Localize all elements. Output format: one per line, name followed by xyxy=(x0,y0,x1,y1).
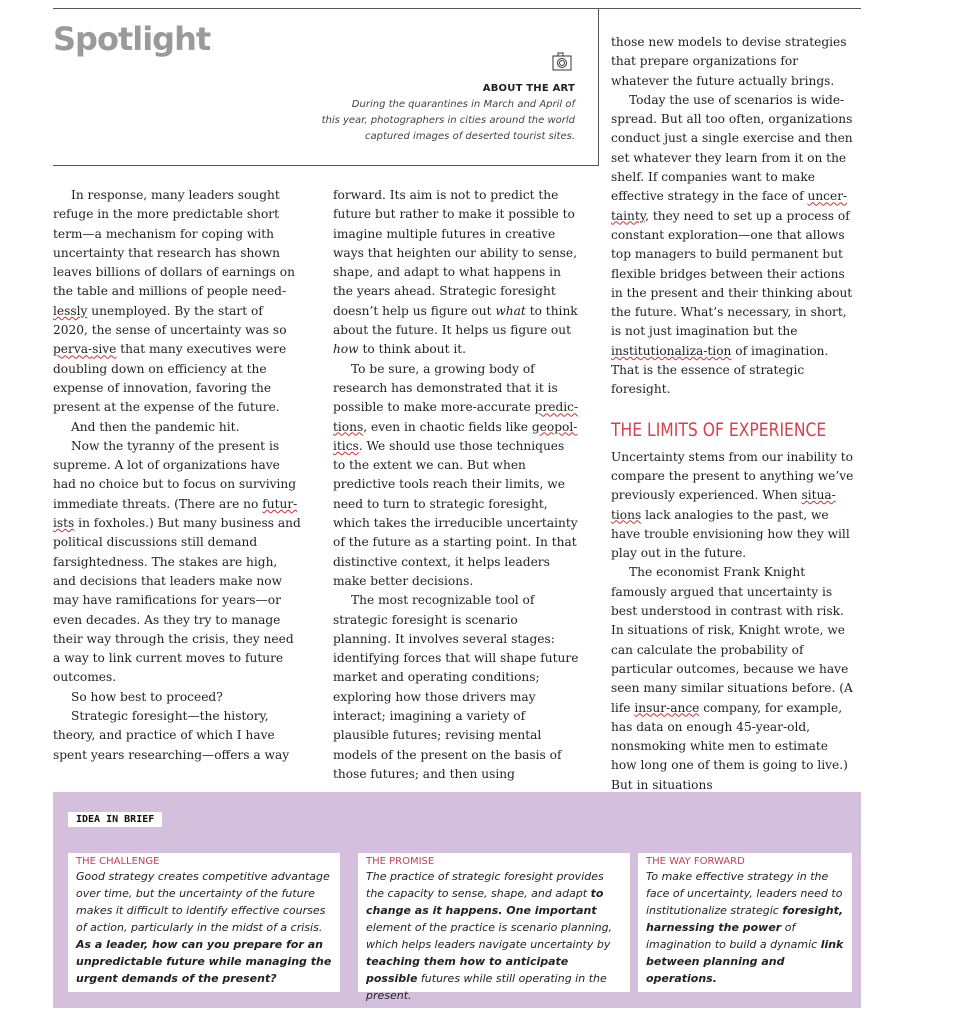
brief-box-challenge xyxy=(68,853,340,992)
brief-box-text: Good strategy creates competitive advantage over time, but the uncertainty of the future makes it difficult to identify effective courses of action, particularly in the midst of a crisis. As a leader, how can you prepare for an unpredictable future while managing the urgent demands of the present? xyxy=(76,870,332,985)
paragraph: those new models to devise strategies that prepare organizations for whatever the future actually brings. xyxy=(611,35,847,88)
about-the-art-line: this year, photographers in cities around the world xyxy=(321,115,575,126)
paragraph: Strategic foresight—the history, theory, and practice of which I have spent years researching—offers a way xyxy=(53,709,290,762)
paragraph: Uncertainty stems from our inability to compare the present to anything we’ve previously experienced. When situa-tions lack analogies to the past, we have trouble envisioning how they will play out in the future. xyxy=(611,449,854,561)
paragraph: The most recognizable tool of strategic foresight is scenario planning. It involves several stages: identifying forces that will shape future market and operating conditions; exploring how those drivers may interact; imagining a variety of plausible futures; revising mental models of the present on the basis of those futures; and then using xyxy=(333,593,579,781)
misspelled-word: sive xyxy=(92,342,117,357)
misspelled-word: perva- xyxy=(53,342,93,357)
paragraph: The economist Frank Knight famously argued that uncertainty is best understood in contrast with risk. In situations of risk, Knight wrote, we can calculate the probability of particular outcomes, because we have seen many similar situations before. (A life insur-ance company, for example, has data on enough 45-year-old, nonsmoking white men to estimate how long one of them is going to live.) But in situations xyxy=(611,565,853,792)
misspelled-word: tions xyxy=(333,419,364,434)
misspelled-word: tainty xyxy=(611,208,646,223)
paragraph: In response, many leaders sought refuge in the more predictable short term—a mechanism for coping with uncertainty that research has shown leaves billions of dollars of earnings on the table and millions of people need-lessly unemployed. By the start of 2020, the sense of uncertainty was so perva-sive that many executives were doubling down on efficiency at the expense of innovation, favoring the present at the expense of the future. xyxy=(53,188,295,415)
misspelled-word: ists xyxy=(53,516,75,531)
paragraph: Now the tyranny of the present is supreme. A lot of organizations have had no choice but to focus on surviving immediate threats. (There are no futur-ists in foxholes.) But many business and political discussions still demand farsightedness. The stakes are high, and decisions that leaders make now may have ramifications for years—or even decades. As they try to manage their way through the crisis, they need a way to link current moves to future outcomes. xyxy=(53,438,301,685)
about-the-art-title: ABOUT THE ART xyxy=(482,83,575,94)
brief-box-heading: THE CHALLENGE xyxy=(76,856,160,867)
misspelled-word: institutionaliza- xyxy=(611,343,708,358)
misspelled-word: tion xyxy=(707,343,732,358)
brief-box-way-forward xyxy=(638,853,852,992)
brief-box-heading: THE WAY FORWARD xyxy=(646,856,745,867)
misspelled-word: uncer- xyxy=(807,189,848,204)
section-title: Spotlight xyxy=(53,20,211,58)
misspelled-word: situa- xyxy=(801,488,836,503)
idea-in-brief-tag: IDEA IN BRIEF xyxy=(68,812,162,827)
misspelled-word: tions xyxy=(611,507,642,522)
brief-box-heading: THE PROMISE xyxy=(366,856,435,867)
about-the-art xyxy=(280,83,575,145)
about-the-art-line: During the quarantines in March and April of xyxy=(351,99,575,110)
header-bottom-rule xyxy=(53,165,598,166)
paragraph: To be sure, a growing body of research has demonstrated that it is possible to make more-accurate predic-tions, even in chaotic fields like geopol-itics. We should use those techniques to the extent we can. But when predictive tools reach their limits, we need to turn to strategic foresight, which takes the irreducible uncertainty of the future as a starting point. In that distinctive context, it helps leaders make better decisions. xyxy=(333,361,579,588)
misspelled-word: lessly xyxy=(53,303,88,318)
paragraph: forward. Its aim is not to predict the future but rather to make it possible to imagine multiple futures in creative ways that heighten our ability to sense, shape, and adapt to what happens in the years ahead. Strategic foresight doesn’t help us figure out what to think about the future. It helps us figure out how to think about it. xyxy=(333,188,578,357)
section-heading: THE LIMITS OF EXPERIENCE xyxy=(611,418,827,441)
paragraph: So how best to proceed? xyxy=(71,689,223,704)
misspelled-word: futur- xyxy=(262,496,298,511)
camera-icon xyxy=(551,50,573,72)
header-vertical-rule xyxy=(598,9,599,166)
body-column-3 xyxy=(611,33,856,795)
misspelled-word: itics xyxy=(333,438,359,453)
body-column-2 xyxy=(333,186,579,784)
brief-box-text: The practice of strategic foresight provides the capacity to sense, shape, and adapt to change as it happens. One important element of the practice is scenario planning, which helps leaders navigate uncertainty by teaching them how to anticipate possible futures while still operating in the present. xyxy=(366,870,613,1002)
misspelled-word: predic- xyxy=(534,400,579,415)
misspelled-word: geopol- xyxy=(531,419,578,434)
misspelled-word: insur- xyxy=(634,700,671,715)
paragraph: And then the pandemic hit. xyxy=(71,419,240,434)
about-the-art-line: captured images of deserted tourist sites. xyxy=(365,131,575,142)
top-rule xyxy=(53,8,861,9)
paragraph: Today the use of scenarios is wide-spread. But all too often, organizations conduct just a single exercise and then set whatever they learn from it on the shelf. If companies want to make effective strategy in the face of uncer-tainty, they need to set up a process of constant exploration—one that allows top managers to build permanent but flexible bridges between their actions in the present and their thinking about the future. What’s necessary, in short, is not just imagination but the institutionaliza-tion of imagination. That is the essence of strategic foresight. xyxy=(611,92,853,397)
misspelled-word: ance xyxy=(670,700,700,715)
body-column-1 xyxy=(53,186,301,765)
brief-box-promise xyxy=(358,853,630,1002)
brief-box-text: To make effective strategy in the face of uncertainty, leaders need to institutionalize strategic foresight, harnessing the power of imagination to build a dynamic link between planning and operations. xyxy=(646,870,844,985)
